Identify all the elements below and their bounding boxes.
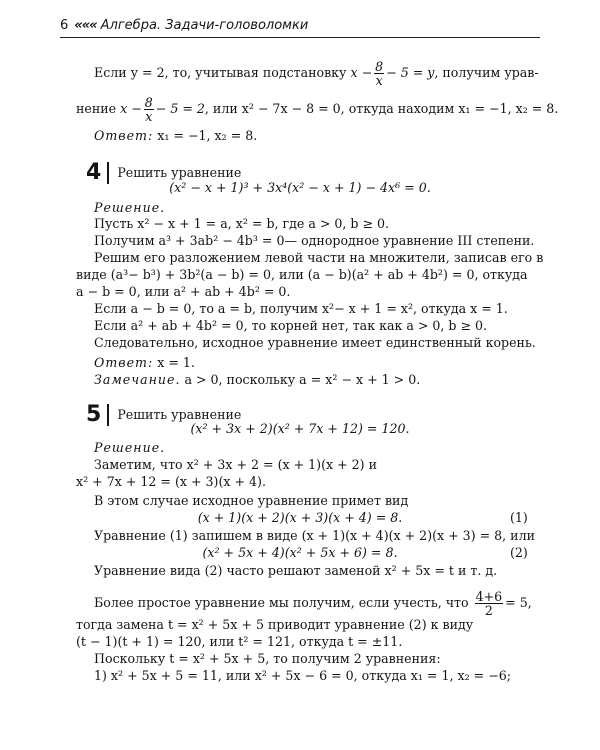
- solution-line: Поскольку t = x² + 5x + 5, то получим 2 уравнения:: [94, 651, 441, 666]
- solution-line: Если a² + ab + 4b² = 0, то корней нет, так как a > 0, b ≥ 0.: [94, 318, 488, 333]
- equation-number: (2): [510, 545, 528, 560]
- intro-answer: Ответ: x₁ = −1, x₂ = 8.: [94, 128, 258, 143]
- solution-line: (t − 1)(t + 1) = 120, или t² = 121, откуда t = ±11.: [76, 634, 403, 649]
- solution-line: Следовательно, исходное уравнение имеет единственный корень.: [94, 335, 536, 350]
- solution-line: Заметим, что x² + 3x + 2 = (x + 1)(x + 2) и: [94, 457, 377, 472]
- solution-line: Уравнение (1) запишем в виде (x + 1)(x + 4)(x + 2)(x + 3) = 8, или: [94, 528, 535, 543]
- solution-line: виде (a³− b³) + 3b²(a − b) = 0, или (a − b)(a² + ab + 4b²) = 0, откуда: [76, 267, 528, 282]
- solution-line: Уравнение вида (2) часто решают заменой x² + 5x = t и т. д.: [94, 563, 498, 578]
- problem-5-equation: (x² + 3x + 2)(x² + 7x + 12) = 120.: [190, 421, 410, 436]
- solution-line: a − b = 0, или a² + ab + 4b² = 0.: [76, 284, 291, 299]
- header-title: Алгебра. Задачи-головоломки: [100, 18, 309, 33]
- solution-label: Решение.: [94, 200, 166, 215]
- solution-line: тогда замена t = x² + 5x + 5 приводит уравнение (2) к виду: [76, 617, 474, 632]
- solution-line: Если a − b = 0, то a = b, получим x²− x + 1 = x², откуда x = 1.: [94, 301, 508, 316]
- fraction: $\frac{8}{x}$: [375, 59, 384, 88]
- problem-4-answer: Ответ: x = 1.: [94, 355, 195, 370]
- problem-title: Решить уравнение: [117, 407, 242, 422]
- header-marks: «««: [74, 18, 97, 33]
- fraction: $\frac{4+6}{2}$: [475, 589, 503, 618]
- solution-line: Решим его разложением левой части на множители, записав его в: [94, 250, 544, 265]
- equation-1: (x + 1)(x + 2)(x + 3)(x + 4) = 8.: [197, 510, 403, 525]
- solution-line: x² + 7x + 12 = (x + 3)(x + 4).: [76, 474, 266, 489]
- equation-2: (x² + 5x + 4)(x² + 5x + 6) = 8.: [202, 545, 398, 560]
- problem-number: 4: [86, 160, 102, 185]
- solution-label: Решение.: [94, 440, 166, 455]
- solution-line-fraction: Более простое уравнение мы получим, если учесть, что $\frac{4+6}{2}$ = 5,: [94, 589, 532, 618]
- page-number: 6: [60, 18, 69, 33]
- solution-line: Получим a³ + 3ab² − 4b³ = 0— однородное уравнение III степени.: [94, 233, 535, 248]
- intro-line-1: Если у = 2, то, учитывая подстановку x − $\frac{8}{x}$ − 5 = y, получим урав-: [94, 59, 539, 88]
- fraction: $\frac{8}{x}$: [144, 95, 153, 124]
- solution-line: В этом случае исходное уравнение примет вид: [94, 493, 409, 508]
- problem-title: Решить уравнение: [117, 165, 242, 180]
- problem-4-remark: Замечание. a > 0, поскольку a = x² − x + 1 > 0.: [94, 372, 421, 387]
- solution-line: Пусть x² − x + 1 = a, x² = b, где a > 0, b ≥ 0.: [94, 216, 390, 231]
- solution-line: 1) x² + 5x + 5 = 11, или x² + 5x − 6 = 0, откуда x₁ = 1, x₂ = −6;: [94, 668, 512, 683]
- problem-4-equation: (x² − x + 1)³ + 3x⁴(x² − x + 1) − 4x⁶ = 0.: [169, 180, 431, 195]
- equation-number: (1): [510, 510, 528, 525]
- intro-line-2: нение x − $\frac{8}{x}$ − 5 = 2, или x² − 7x − 8 = 0, откуда находим x₁ = −1, x₂ = 8.: [76, 95, 559, 124]
- problem-number: 5: [86, 402, 102, 427]
- running-header: [60, 18, 540, 38]
